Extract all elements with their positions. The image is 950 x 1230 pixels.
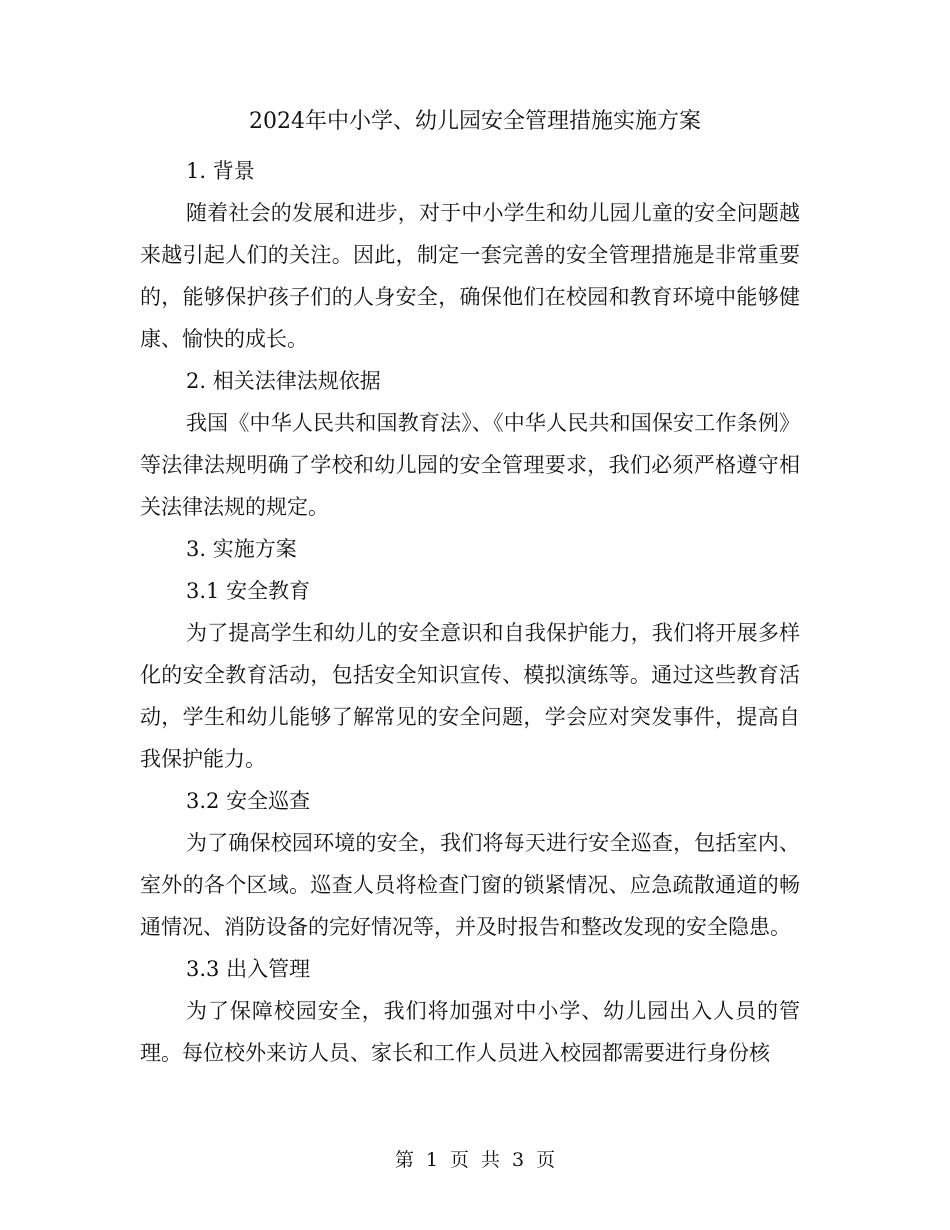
subsection-heading-safety-education: 3.1 安全教育 [186, 579, 311, 603]
page-number-footer: 第 1 页 共 3 页 [394, 1149, 556, 1171]
subsection-heading-safety-patrol: 3.2 安全巡查 [186, 789, 311, 813]
section-heading-legal-basis: 2. 相关法律法规依据 [186, 369, 381, 393]
document-body [140, 150, 800, 1074]
paragraph-legal-basis: 我国《中华人民共和国教育法》、《中华人民共和国保安工作条例》等法律法规明确了学校和幼儿园的安全管理要求，我们必须严格遵守相关法律法规的规定。 [140, 411, 800, 519]
section-heading-implementation: 3. 实施方案 [186, 537, 297, 561]
paragraph-safety-education: 为了提高学生和幼儿的安全意识和自我保护能力，我们将开展多样化的安全教育活动，包括安全知识宣传、模拟演练等。通过这些教育活动，学生和幼儿能够了解常见的安全问题，学会应对突发事件，提高自我保护能力。 [140, 621, 800, 771]
paragraph-access-management: 为了保障校园安全，我们将加强对中小学、幼儿园出入人员的管理。每位校外来访人员、家长和工作人员进入校园都需要进行身份核 [140, 999, 800, 1065]
paragraph-background: 随着社会的发展和进步，对于中小学生和幼儿园儿童的安全问题越来越引起人们的关注。因此，制定一套完善的安全管理措施是非常重要的，能够保护孩子们的人身安全，确保他们在校园和教育环境中能够健康、愉快的成长。 [140, 201, 800, 351]
paragraph-safety-patrol: 为了确保校园环境的安全，我们将每天进行安全巡查，包括室内、室外的各个区域。巡查人员将检查门窗的锁紧情况、应急疏散通道的畅通情况、消防设备的完好情况等，并及时报告和整改发现的安全隐患。 [140, 831, 800, 939]
section-heading-background: 1. 背景 [186, 159, 255, 183]
document-title: 2024年中小学、幼儿园安全管理措施实施方案 [249, 109, 701, 134]
subsection-heading-access-management: 3.3 出入管理 [186, 957, 311, 981]
